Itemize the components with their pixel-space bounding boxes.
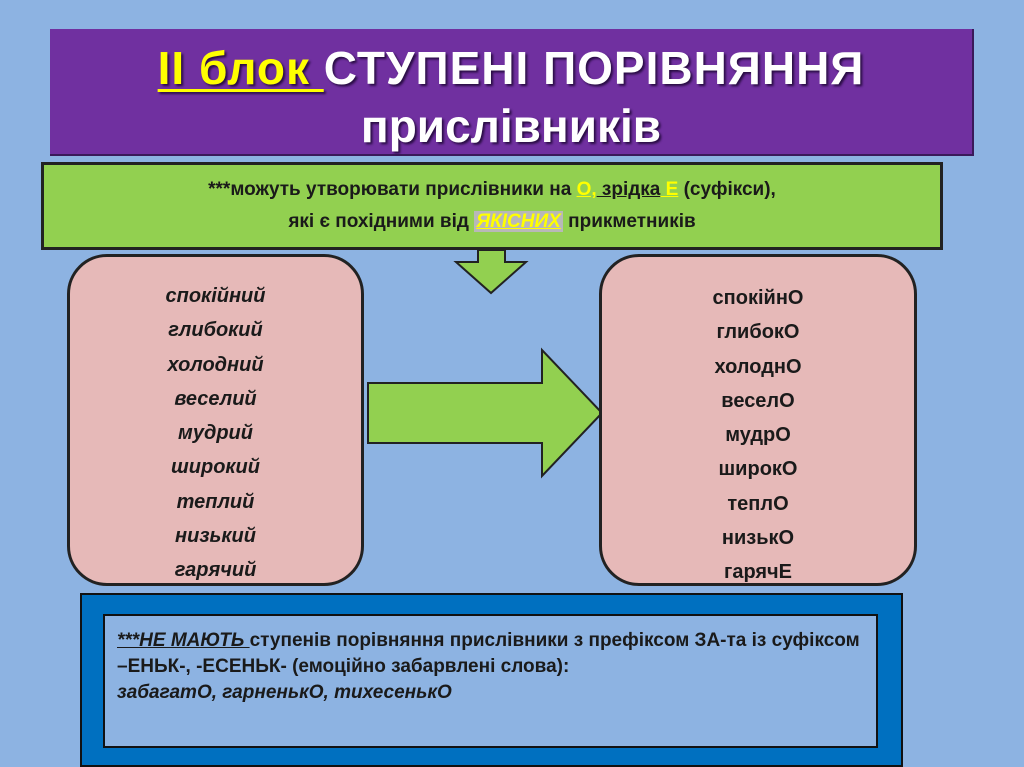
title-subheading: прислівників <box>360 100 662 152</box>
word-item: широкий <box>170 456 260 479</box>
right-arrow-icon <box>368 350 602 476</box>
word-item: глибокий <box>168 319 263 342</box>
word-item: низький <box>175 525 256 548</box>
word-item: широкО <box>718 458 798 481</box>
adjectives-box <box>67 254 364 586</box>
note-text: ступенів порівняння прислівники з префіксом ЗА-та із суфіксом –ЕНЬК-, -ЕСЕНЬК- (емоційно забарвлені слова): <box>117 630 860 677</box>
note-emphasis: ***НЕ МАЮТЬ <box>117 630 250 651</box>
rule-text: ***можуть утворювати прислівники на <box>208 179 577 200</box>
rule-text-2: які є похідними від <box>288 211 475 232</box>
adverbs-box <box>599 254 917 586</box>
word-item: веселий <box>174 387 257 410</box>
rule-adjectives: прикметників <box>562 211 696 232</box>
qualitative-word: ЯКІСНИХ <box>476 211 561 232</box>
rule-suffixes: (суфікси), <box>678 179 776 200</box>
word-item: теплий <box>176 490 255 513</box>
note-box <box>103 614 878 748</box>
adverbs-list <box>602 281 914 590</box>
word-item: холоднО <box>714 355 802 378</box>
block-label: II блок <box>157 42 324 94</box>
word-item: гарячЕ <box>723 561 793 584</box>
adjectives-list <box>70 279 361 588</box>
word-item: низькО <box>721 527 795 550</box>
suffix-e: Е <box>660 179 679 200</box>
word-item: мудрО <box>725 424 791 447</box>
word-item: спокійнО <box>712 287 804 309</box>
word-item: теплО <box>727 492 789 515</box>
word-item: глибокО <box>716 321 800 344</box>
down-arrow-icon <box>456 250 526 293</box>
suffix-o: О, <box>576 179 597 200</box>
word-item: холодний <box>167 353 264 376</box>
word-item: веселО <box>721 389 795 412</box>
rule-rarely: зрідка <box>596 179 661 200</box>
title-heading: СТУПЕНІ ПОРІВНЯННЯ <box>323 42 865 94</box>
word-item: мудрий <box>178 422 253 445</box>
note-examples: забагатО, гарненькО, тихесенькО <box>117 682 452 703</box>
word-item: гарячий <box>174 559 257 582</box>
word-item: спокійний <box>165 285 266 307</box>
